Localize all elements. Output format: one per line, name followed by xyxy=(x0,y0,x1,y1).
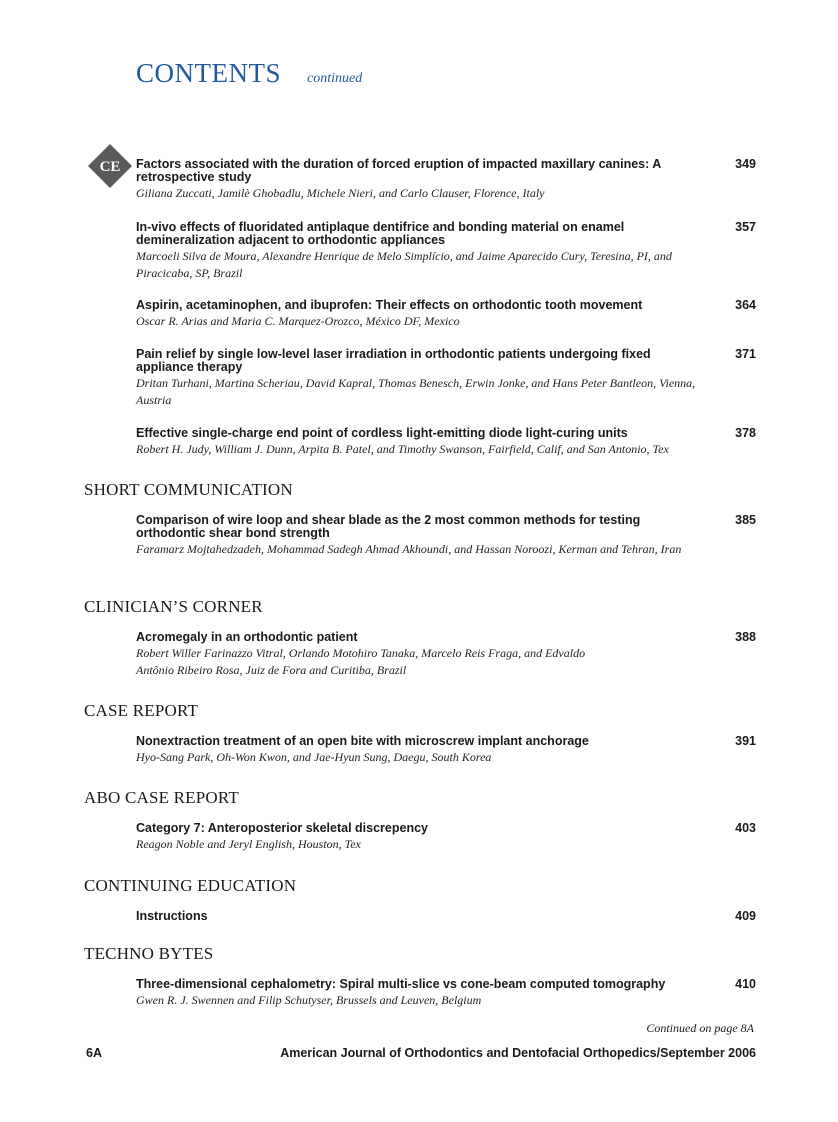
page-title: CONTENTS xyxy=(136,58,281,88)
section-heading: CASE REPORT xyxy=(84,701,199,720)
entry-page-number: 391 xyxy=(735,734,756,748)
entry-page-number: 371 xyxy=(735,347,756,361)
entry-title[interactable]: Acromegaly in an orthodontic patient xyxy=(136,630,358,644)
entry-title[interactable]: Aspirin, acetaminophen, and ibuprofen: Their effects on orthodontic tooth movement xyxy=(136,298,643,312)
entry-page-number: 385 xyxy=(735,513,756,527)
footer-journal-title: American Journal of Orthodontics and Dentofacial Orthopedics/September 2006 xyxy=(280,1046,756,1060)
section-heading: CONTINUING EDUCATION xyxy=(84,876,297,895)
toc-entry[interactable] xyxy=(136,978,756,1009)
page-header xyxy=(136,58,362,89)
entry-authors: Robert H. Judy, William J. Dunn, Arpita B. Patel, and Timothy Swanson, Fairfield, Calif, and San Antonio, Tex xyxy=(136,442,669,456)
entry-authors: Gwen R. J. Swennen and Filip Schutyser, Brussels and Leuven, Belgium xyxy=(136,993,482,1007)
toc-entry[interactable] xyxy=(136,427,756,458)
entry-title[interactable]: Comparison of wire loop and shear blade as the 2 most common methods for testing orthodontic shear bond strength xyxy=(136,513,641,540)
entry-authors: Giliana Zuccati, Jamilè Ghobadlu, Michele Nieri, and Carlo Clauser, Florence, Italy xyxy=(136,186,545,200)
entry-title[interactable]: Pain relief by single low-level laser irradiation in orthodontic patients undergoing fixed appliance therapy xyxy=(136,347,651,374)
entry-title[interactable]: Instructions xyxy=(136,909,208,923)
section-heading: CLINICIAN’S CORNER xyxy=(84,597,263,616)
continued-note: Continued on page 8A xyxy=(646,1021,754,1035)
entry-page-number: 364 xyxy=(735,298,756,312)
page-subtitle: continued xyxy=(307,71,363,86)
toc-entry[interactable] xyxy=(136,822,756,853)
section-heading: TECHNO BYTES xyxy=(84,944,214,963)
entry-page-number: 378 xyxy=(735,426,756,440)
entry-authors: Robert Willer Farinazzo Vitral, Orlando Motohiro Tanaka, Marcelo Reis Fraga, and Edvaldo Antônio Ribeiro Rosa, Juiz de Fora and Curitiba, Brazil xyxy=(136,646,586,677)
entry-page-number: 410 xyxy=(735,977,756,991)
entry-title[interactable]: In-vivo effects of fluoridated antiplaque dentifrice and bonding material on enamel demineralization adjacent to orthodontic appliances xyxy=(136,220,625,247)
toc-entry[interactable] xyxy=(136,514,756,558)
entry-authors: Marcoeli Silva de Moura, Alexandre Henrique de Melo Simplício, and Jaime Aparecido Cury, Teresina, PI, and Piracicaba, SP, Brazil xyxy=(136,249,672,280)
section-heading: SHORT COMMUNICATION xyxy=(84,480,293,499)
toc-entry[interactable] xyxy=(136,221,756,282)
toc-entry[interactable] xyxy=(136,631,756,679)
ce-badge-label: CE xyxy=(99,159,121,175)
toc-entry[interactable] xyxy=(136,735,756,766)
entry-authors: Oscar R. Arias and Maria C. Marquez-Orozco, México DF, Mexico xyxy=(136,314,460,328)
entry-authors: Dritan Turhani, Martina Scheriau, David Kapral, Thomas Benesch, Erwin Jonke, and Hans Peter Bantleon, Vienna, Austria xyxy=(136,376,696,407)
toc-entry[interactable] xyxy=(136,158,756,202)
entry-title[interactable]: Effective single-charge end point of cordless light-emitting diode light-curing units xyxy=(136,426,628,440)
entry-page-number: 349 xyxy=(735,157,756,171)
ce-badge-icon xyxy=(86,142,134,190)
toc-entry[interactable] xyxy=(136,348,756,409)
entry-authors: Hyo-Sang Park, Oh-Won Kwon, and Jae-Hyun Sung, Daegu, South Korea xyxy=(136,750,492,764)
entry-page-number: 409 xyxy=(735,909,756,923)
toc-entry[interactable] xyxy=(136,299,756,330)
section-heading: ABO CASE REPORT xyxy=(84,788,240,807)
entry-authors: Faramarz Mojtahedzadeh, Mohammad Sadegh Ahmad Akhoundi, and Hassan Noroozi, Kerman and Tehran, Iran xyxy=(136,542,682,556)
footer-page-number: 6A xyxy=(86,1046,102,1060)
entry-title[interactable]: Category 7: Anteroposterior skeletal discrepency xyxy=(136,821,428,835)
entry-title[interactable]: Three-dimensional cephalometry: Spiral multi-slice vs cone-beam computed tomography xyxy=(136,977,666,991)
entry-authors: Reagon Noble and Jeryl English, Houston, Tex xyxy=(136,837,361,851)
entry-page-number: 403 xyxy=(735,821,756,835)
entry-title[interactable]: Nonextraction treatment of an open bite with microscrew implant anchorage xyxy=(136,734,589,748)
entry-page-number: 357 xyxy=(735,220,756,234)
toc-entry[interactable] xyxy=(136,910,756,923)
entry-title[interactable]: Factors associated with the duration of forced eruption of impacted maxillary canines: A retrospective study xyxy=(136,157,661,184)
entry-page-number: 388 xyxy=(735,630,756,644)
